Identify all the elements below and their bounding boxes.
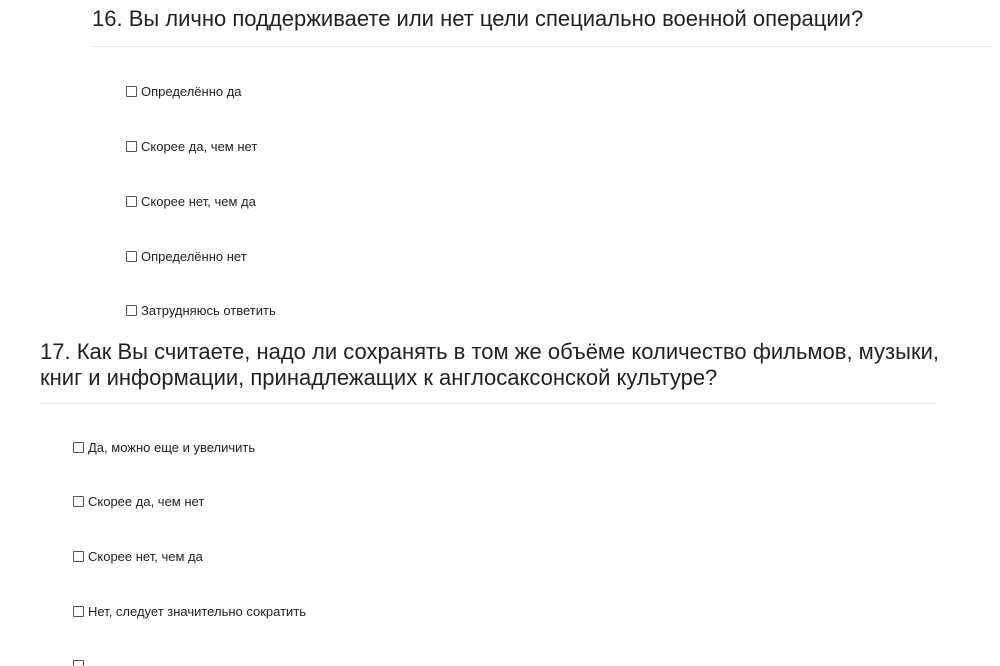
question-17-option-2[interactable]: [73, 491, 204, 511]
checkbox[interactable]: [126, 141, 137, 152]
checkbox[interactable]: [73, 660, 84, 666]
question-17-option-4[interactable]: [73, 601, 306, 621]
option-label: Определённо нет: [141, 248, 247, 264]
question-16-option-1[interactable]: [126, 81, 242, 101]
option-label: Скорее да, чем нет: [141, 138, 258, 154]
question-16-option-2[interactable]: [126, 136, 257, 156]
checkbox[interactable]: [126, 196, 137, 207]
option-label: Нет, следует значительно сократить: [88, 603, 307, 619]
option-label: Скорее нет, чем да: [141, 193, 256, 209]
checkbox[interactable]: [73, 442, 84, 453]
question-16-divider: [92, 46, 992, 47]
checkbox[interactable]: [126, 251, 137, 262]
option-label: Скорее да, чем нет: [88, 493, 205, 509]
checkbox[interactable]: [73, 551, 84, 562]
checkbox[interactable]: [73, 606, 84, 617]
option-label: Да, можно еще и увеличить: [88, 439, 256, 455]
question-16-option-3[interactable]: [126, 191, 256, 211]
question-17-option-5[interactable]: [73, 655, 88, 666]
question-17-title: 17. Как Вы считаете, надо ли сохранять в том же объёме количество фильмов, музыки, книг и информации, принадлежащих к англосаксонской культуре?: [40, 339, 939, 390]
checkbox[interactable]: [126, 86, 137, 97]
option-label: Затрудняюсь ответить: [141, 302, 276, 318]
question-16-option-4[interactable]: [126, 246, 247, 266]
option-label: Определённо да: [141, 83, 242, 99]
question-17-option-3[interactable]: [73, 546, 203, 566]
question-16-option-5[interactable]: [126, 300, 276, 320]
question-17-divider: [40, 403, 937, 404]
question-16-title: 16. Вы лично поддерживаете или нет цели специально военной операции?: [92, 6, 864, 31]
option-label: Скорее нет, чем да: [88, 548, 203, 564]
checkbox[interactable]: [126, 305, 137, 316]
question-17-option-1[interactable]: [73, 437, 255, 457]
checkbox[interactable]: [73, 496, 84, 507]
